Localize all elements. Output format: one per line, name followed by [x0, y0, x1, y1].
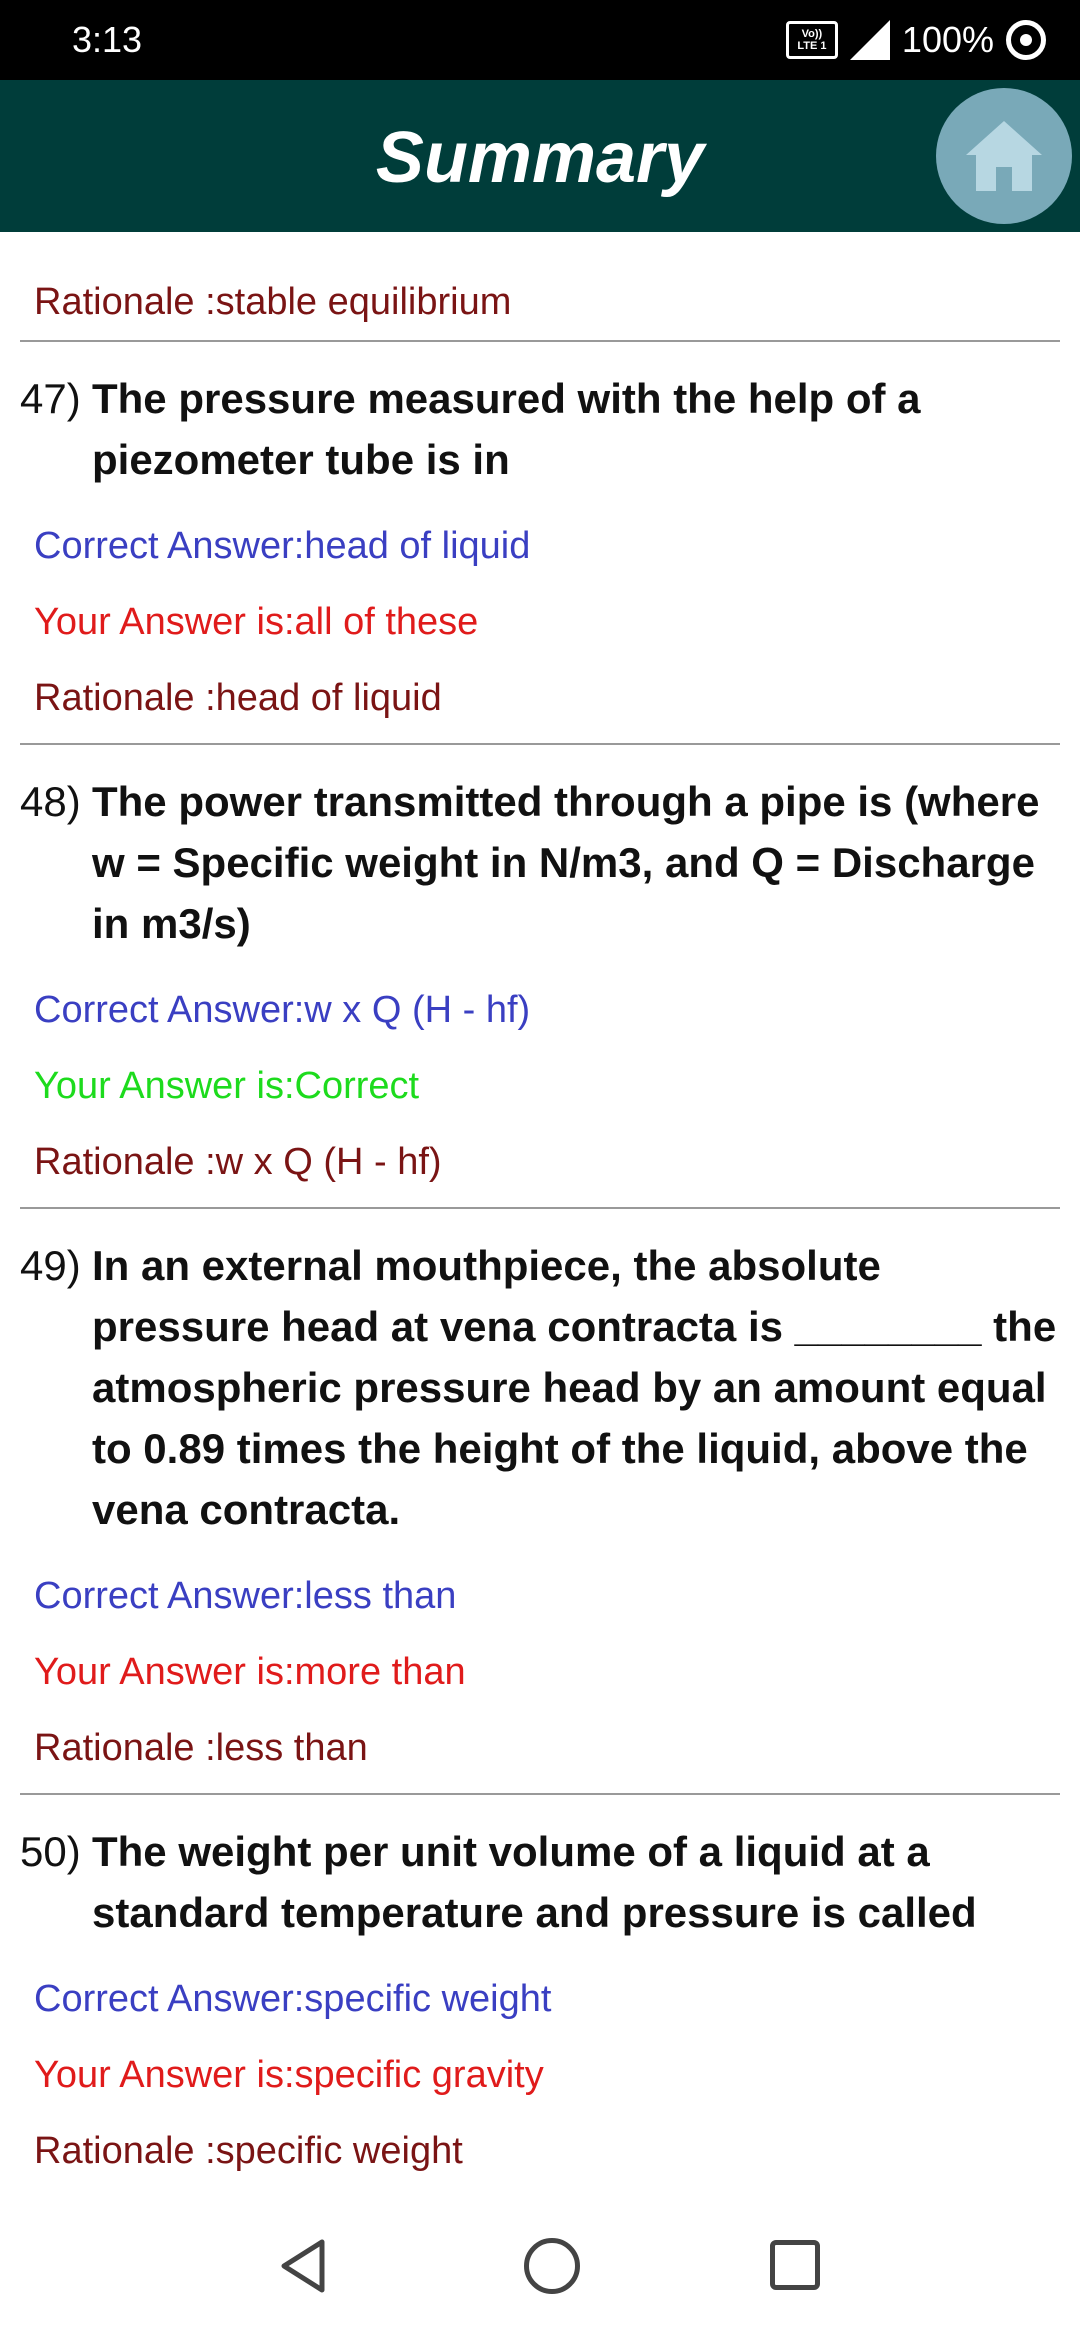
divider [20, 340, 1060, 342]
rationale-text: Rationale :head of liquid [34, 677, 442, 719]
question-number: 50) [20, 1828, 81, 1875]
rationale-text: Rationale :stable equilibrium [34, 281, 512, 323]
divider [20, 1793, 1060, 1795]
recents-square-icon[interactable] [770, 2240, 820, 2290]
divider [20, 1207, 1060, 1209]
status-bar [0, 0, 1080, 80]
volte-icon [786, 21, 838, 59]
app-bar [0, 80, 1080, 232]
correct-answer: Correct Answer:w x Q (H - hf) [34, 989, 531, 1031]
rationale-text: Rationale :less than [34, 1727, 368, 1769]
correct-answer: Correct Answer:head of liquid [34, 525, 531, 567]
your-answer: Your Answer is:specific gravity [34, 2054, 544, 2096]
question-number: 49) [20, 1242, 81, 1289]
volte-bottom-label: LTE 1 [797, 40, 827, 52]
question-text: In an external mouthpiece, the absolute pressure head at vena contracta is ________ the atmospheric pressure head by an amount equal to 0.89 times the height of the liquid, above the vena contracta. [92, 1242, 1057, 1533]
correct-answer: Correct Answer:less than [34, 1575, 457, 1617]
question-text: The weight per unit volume of a liquid at a standard temperature and pressure is called [92, 1828, 977, 1936]
page-title: Summary [375, 118, 705, 198]
question-text: The power transmitted through a pipe is (where w = Specific weight in N/m3, and Q = Discharge in m3/s) [92, 778, 1040, 947]
your-answer: Your Answer is:all of these [34, 601, 479, 643]
data-saver-icon [1006, 20, 1046, 60]
volte-top-label: Vo)) [801, 28, 823, 40]
back-triangle-icon[interactable] [278, 2238, 328, 2294]
status-time: 3:13 [72, 19, 143, 60]
question-number: 47) [20, 375, 81, 422]
rationale-text: Rationale :w x Q (H - hf) [34, 1141, 442, 1183]
question-text: The pressure measured with the help of a piezometer tube is in [92, 375, 921, 483]
status-icons [786, 14, 1046, 66]
home-button[interactable] [936, 88, 1072, 224]
divider [20, 743, 1060, 745]
correct-answer: Correct Answer:specific weight [34, 1978, 552, 2020]
rationale-text: Rationale :specific weight [34, 2130, 463, 2172]
home-icon [962, 117, 1046, 195]
your-answer: Your Answer is:Correct [34, 1065, 420, 1107]
signal-icon [850, 20, 890, 60]
home-circle-icon[interactable] [524, 2238, 580, 2294]
question-number: 48) [20, 778, 81, 825]
your-answer: Your Answer is:more than [34, 1651, 466, 1693]
navigation-bar [0, 2192, 1080, 2340]
summary-list[interactable] [0, 232, 1080, 2192]
battery-percentage: 100% [901, 19, 994, 60]
